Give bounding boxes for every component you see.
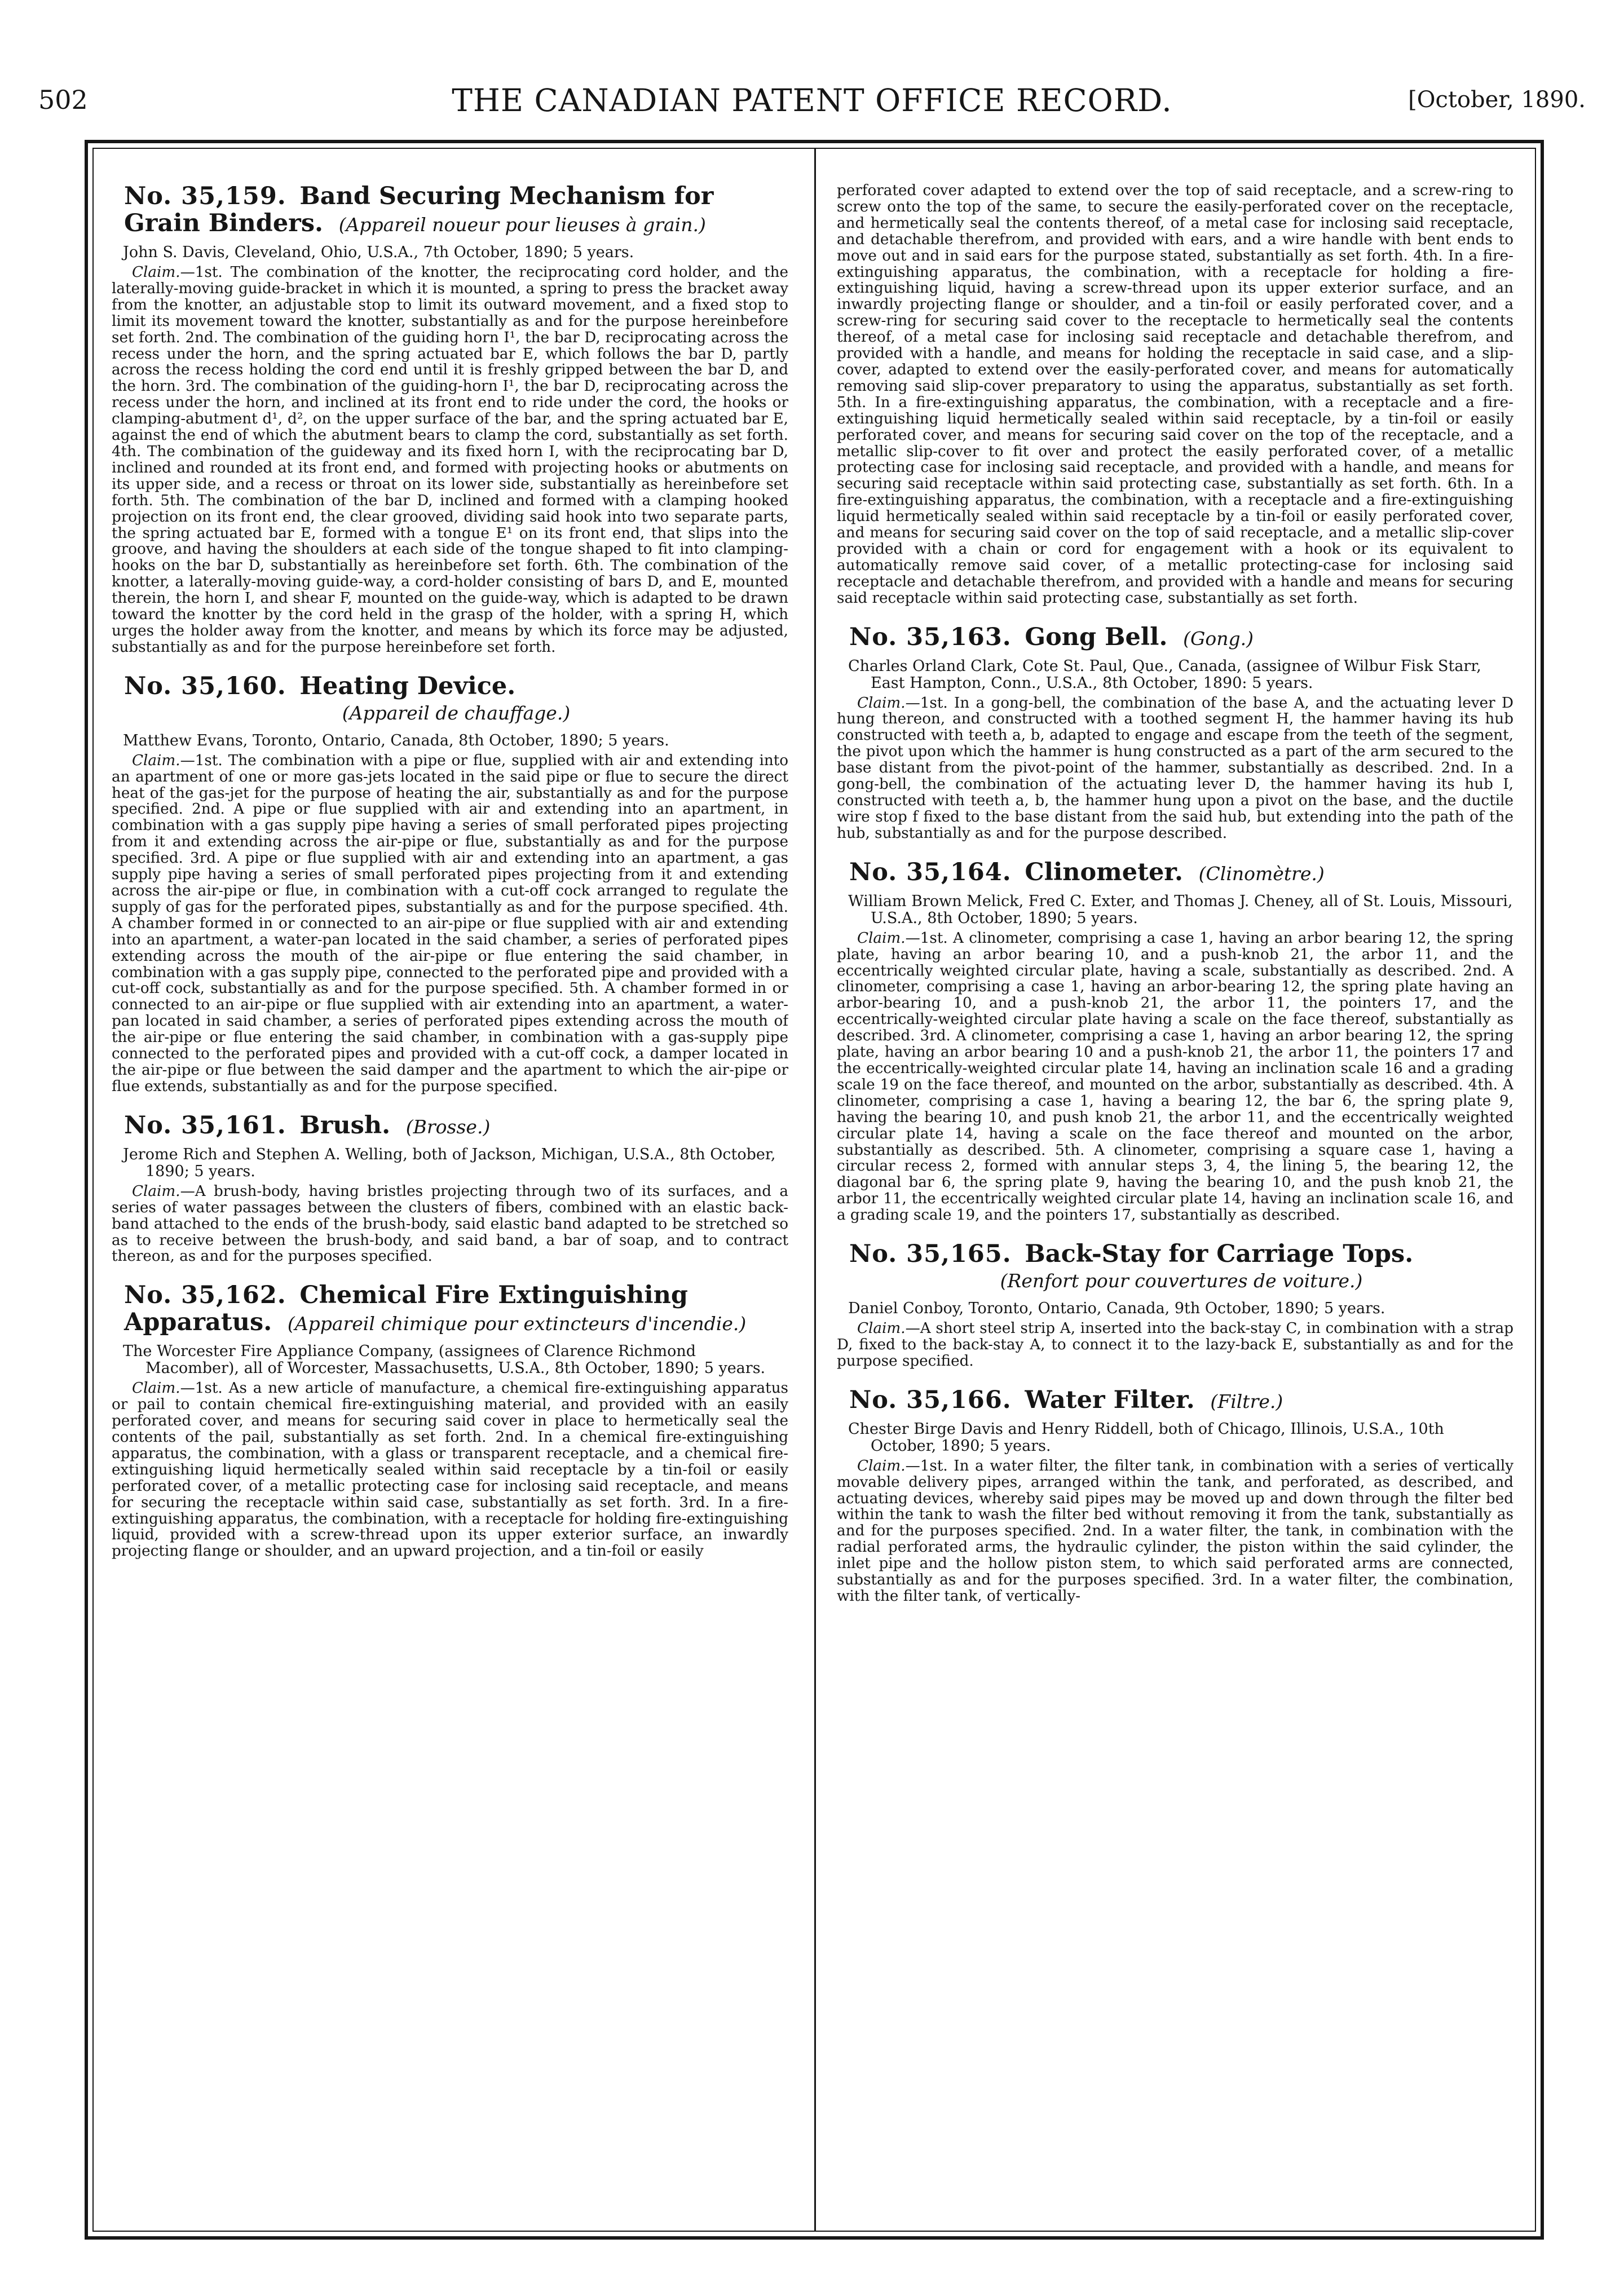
claim-label: Claim. <box>857 694 906 712</box>
claim-label: Claim. <box>132 752 180 769</box>
patent-number: No. 35,164. <box>849 858 1012 886</box>
entry-heading <box>837 624 1513 652</box>
entry-heading <box>837 1240 1513 1295</box>
patent-number: No. 35,160. <box>124 672 286 700</box>
patentee: John S. Davis, Cleveland, Ohio, U.S.A., 7th October, 1890; 5 years. <box>123 244 634 261</box>
patent-number: No. 35,162. <box>124 1281 286 1310</box>
patentee: Chester Birge Davis and Henry Riddell, both of Chicago, Illinois, U.S.A., 10th October, 1890; 5 years. <box>848 1420 1444 1455</box>
patent-number: No. 35,159. <box>124 183 286 210</box>
entry-heading <box>112 673 788 727</box>
patent-title: Chemical Fire Extinguishing Apparatus. <box>124 1281 688 1337</box>
running-head <box>38 82 1586 124</box>
claim-label: Claim. <box>857 1457 906 1474</box>
french-title: (Clinomètre.) <box>1198 862 1325 885</box>
patentee: Jerome Rich and Stephen A. Welling, both of Jackson, Michigan, U.S.A., 8th October, 1890; 5 years. <box>123 1145 776 1180</box>
claim-label: Claim. <box>857 1320 906 1337</box>
claim-label: Claim. <box>132 264 180 281</box>
french-title: (Gong.) <box>1183 627 1254 650</box>
french-title: (Appareil chimique pour extincteurs d'incendie.) <box>287 1313 747 1335</box>
patentee: The Worcester Fire Appliance Company, (assignees of Clarence Richmond Macomber), all of Worcester, Massachusetts, U.S.A., 8th October, 1890; 5 years. <box>123 1343 766 1377</box>
patentee: Daniel Conboy, Toronto, Ontario, Canada, 9th October, 1890; 5 years. <box>848 1300 1385 1318</box>
left-column <box>112 183 788 2218</box>
entry-heading <box>112 183 788 239</box>
claim-continuation: perforated cover adapted to extend over the top of said receptacle, and a screw-ring to screw onto the top of the same, to secure the easily-perforated cover on the receptacle, and hermetically seal the contents thereof, of a metal case for inclosing said receptacle, and detachable therefrom, and provided with ears, and a wire handle with bent ends to move out and in said ears for the purpose stated, substantially as set forth. 4th. In a fire-extinguishing apparatus, the combination, with a receptacle for holding a fire-extinguishing liquid, having a screw-thread upon its upper exterior surface, and an inwardly projecting flange or shoulder, and a tin-foil or easily perforated cover, and a screw-ring for securing said cover to the receptacle to hermetically seal the contents thereof, of a metal case for inclosing said receptacle and detachable therefrom, and provided with a handle, and means for holding the receptacle in said case, and a slip-cover, adapted to extend over the easily-perforated cover, and means for automatically removing said slip-cover preparatory to using the apparatus, substantially as set forth. 5th. In a fire-extinguishing apparatus, the combination, with a receptacle and a fire-extinguishing liquid hermetically sealed within said receptacle, by a tin-foil or easily perforated cover, and means for securing said cover on the top of the receptacle, and a metallic slip-cover to fit over and protect the easily perforated cover, of a metallic protecting case for inclosing said receptacle, and provided with a handle, and means for securing said receptacle within said protecting case, substantially as set forth. 6th. In a fire-extinguishing apparatus, the combination, with a receptacle and a fire-extinguishing liquid hermetically sealed within said receptacle by a tin-foil or easily perforated cover, and means for securing said cover on the top of said receptacle, and a metallic slip-cover provided with a chain or cord for engagement with a hook or its equivalent to automatically remove said cover, of a metallic protecting-case for inclosing said receptacle and detachable therefrom, and provided with a handle and means for securing said receptacle within said protecting case, substantially as set forth. <box>837 183 1513 607</box>
claim-text <box>112 1380 788 1560</box>
claim-text <box>112 1184 788 1265</box>
inner-frame <box>92 148 1536 2232</box>
patent-entry-35164 <box>837 859 1513 1224</box>
patent-title: Band Securing Mechanism for Grain Binders. <box>124 183 714 237</box>
patent-entry-35166 <box>837 1387 1513 1605</box>
claim-body: —1st. The combination with a pipe or flue, supplied with air and extending into an apartment of one or more gas-jets located in the said pipe or flue to secure the direct heat of the gas-jet for the purpose of heating the air, substantially as and for the purpose specified. 2nd. A pipe or flue supplied with air and extending into an apartment, in combination with a gas supply pipe having a series of small perforated pipes projecting from it and extending across the air-pipe or flue, substantially as and for the purpose specified. 3rd. A pipe or flue supplied with air and extending into an apartment, a gas supply pipe having a series of small perforated pipes projecting from it and extending across the air-pipe or flue, in combination with a cut-off cock arranged to regulate the supply of gas for the perforated pipes, substantially as and for the purpose specified. 4th. A chamber formed in or connected to an air-pipe or flue supplied with air and extending into an apartment, a water-pan located in the said chamber, a series of perforated pipes extending across the mouth of the air-pipe or flue entering the said chamber, in combination with a gas supply pipe, connected to the perforated pipe and provided with a cut-off cock, substantially as and for the purpose specified. 5th. A chamber formed in or connected to an air-pipe or flue supplied with air extending into an apartment, a water-pan located in said chamber, a series of perforated pipes extending across the mouth of the air-pipe or flue entering the said chamber, in combination with a gas-supply pipe connected to the perforated pipes and provided with a cut-off cock, a damper located in the air-pipe or flue between the said damper and the apartment to which the air-pipe or flue extends, substantially as and for the purpose specified. <box>112 752 788 1095</box>
claim-body: —1st. As a new article of manufacture, a chemical fire-extinguishing apparatus or pail to contain chemical fire-extinguishing material, and provided with an easily perforated cover, and means for securing said cover in place to hermetically seal the contents of the pail, substantially as set forth. 2nd. In a chemical fire-extinguishing apparatus, the combination, with a glass or transparent receptacle, and a chemical fire-extinguishing liquid hermetically sealed within said receptacle by a tin-foil or easily perforated cover, of a metallic protecting case for inclosing said receptacle, and means for securing the receptacle within said case, substantially as set forth. 3rd. In a fire-extinguishing apparatus, the combination, with a receptacle for holding fire-extinguishing liquid, provided with a screw-thread upon its upper exterior surface, an inwardly projecting flange or shoulder, and an upward projection, and a tin-foil or easily <box>112 1380 788 1560</box>
patent-entry-35159 <box>112 183 788 656</box>
patent-entry-35161 <box>112 1112 788 1265</box>
claim-text <box>837 930 1513 1224</box>
claim-text <box>837 695 1513 842</box>
patent-title: Clinometer. <box>1025 858 1183 886</box>
patent-number: No. 35,166. <box>849 1385 1012 1414</box>
patent-number: No. 35,163. <box>849 622 1012 651</box>
journal-title: THE CANADIAN PATENT OFFICE RECORD. <box>452 82 1172 118</box>
entry-heading <box>837 859 1513 888</box>
continued-claim <box>837 183 1513 607</box>
claim-label: Claim. <box>132 1380 180 1397</box>
claim-label: Claim. <box>857 929 906 947</box>
claim-body: —1st. A clinometer, comprising a case 1, having an arbor bearing 12, the spring plate, having an arbor bearing 10, and a push-knob 21, the arbor 11, and the eccentrically weighted circular plate, having a scale, substantially as described. 2nd. A clinometer, comprising a case 1, having an arbor-bearing 12, the spring plate having an arbor-bearing 10, and a push-knob 21, the arbor 11, the pointers 17, and the eccentrically-weighted circular plate having a scale on the face thereof, substantially as described. 3rd. A clinometer, comprising a case 1, having an arbor bearing 12, the spring plate, having an arbor bearing 10 and a push-knob 21, the arbor 11, the pointers 17 and the eccentrically-weighted circular plate 14, having an inclination scale 16 and a grading scale 19 on the face thereof, and mounted on the arbor, substantially as described. 4th. A clinometer, comprising a case 1, having a bearing 12, the bar 6, the spring plate 9, having the bearing 10, and push knob 21, the arbor 11, and the eccentrically weighted circular plate 14, having a scale on the face thereof and mounted on the arbor, substantially as described. 5th. A clinometer, comprising a square case 1, having a circular recess 2, formed with annular steps 3, 4, the lining 5, the bearing 12, the diagonal bar 6, the spring plate 9, having the bearing 10, and the push knob 21, the arbor 11, the eccentrically weighted circular plate 14, having an inclination scale 16, and a grading scale 19, and the pointers 17, substantially as described. <box>837 929 1513 1224</box>
claim-body: —A short steel strip A, inserted into the back-stay C, in combination with a strap D, fixed to the back-stay A, to connect it to the lazy-back E, substantially as and for the purpose specified. <box>837 1320 1513 1370</box>
entry-heading <box>112 1282 788 1337</box>
french-title: (Filtre.) <box>1210 1390 1283 1412</box>
claim-text <box>112 264 788 656</box>
patent-title: Brush. <box>299 1111 391 1140</box>
entry-heading <box>112 1112 788 1141</box>
patent-title: Back-Stay for Carriage Tops. <box>1025 1240 1414 1269</box>
patent-entry-35162 <box>112 1282 788 1560</box>
french-title: (Renfort pour couvertures de voiture.) <box>1000 1270 1363 1292</box>
column-rule <box>814 149 816 2231</box>
page-number: 502 <box>38 85 88 115</box>
claim-body: —1st. In a water filter, the filter tank, in combination with a series of vertically movable delivery pipes, arranged within the tank, and perforated, as described, and actuating devices, whereby said pipes may be moved up and down through the filter bed within the tank to wash the filter bed without removing it from the tank, substantially as and for the purposes specified. 2nd. In a water filter, the tank, in combination with the radial perforated arms, the hydraulic cylinder, the piston within the said cylinder, the inlet pipe and the hollow piston stem, to which said perforated arms are connected, substantially as and for the purposes specified. 3rd. In a water filter, the combination, with the filter tank, of vertically- <box>837 1457 1513 1605</box>
patent-entry-35165 <box>837 1240 1513 1370</box>
claim-body: —1st. The combination of the knotter, the reciprocating cord holder, and the laterally-moving guide-bracket in which it is mounted, a spring to press the bracket away from the knotter, an adjustable stop to limit its outward movement, and a fixed stop to limit its movement toward the knotter, substantially as and for the purpose hereinbefore set forth. 2nd. The combination of the guiding horn I¹, the bar D, reciprocating across the recess under the horn, and the spring actuated bar E, which follows the bar D, partly across the recess holding the cord end until it is freshly gripped between the bar D, and the horn. 3rd. The combination of the guiding-horn I¹, the bar D, reciprocating across the recess under the horn, and inclined at its front end to ride under the cord, the hooks or clamping-abutment d¹, d², on the upper surface of the bar, and the spring actuated bar E, against the end of which the abutment bears to clamp the cord, substantially as set forth. 4th. The combination of the guideway and its fixed horn I, with the reciprocating bar D, inclined and rounded at its front end, and formed with projecting hooks or abutments on its upper side, and a recess or throat on its lower side, substantially as hereinbefore set forth. 5th. The combination of the bar D, inclined and formed with a clamping hooked projection on its front end, the clear grooved, dividing said hook into two separate parts, the spring actuated bar E, formed with a tongue E¹ on its front end, that slips into the groove, and having the shoulders at each side of the tongue shaped to fit into clamping-hooks on the bar D, substantially as hereinbefore set forth. 6th. The combination of the knotter, a laterally-moving guide-way, a cord-holder consisting of bars D, and E, mounted therein, the horn I, and shear F, mounted on the guide-way, which is adapted to be drawn toward the knotter by the cord held in the grasp of the holder, with a spring H, which urges the holder away from the knotter, and means by which its force may be adjusted, substantially as and for the purpose hereinbefore set forth. <box>112 264 788 656</box>
french-title: (Appareil de chauffage.) <box>342 701 571 724</box>
patent-title: Heating Device. <box>299 672 516 700</box>
right-column <box>837 183 1513 2218</box>
patent-title: Water Filter. <box>1025 1385 1195 1414</box>
claim-text <box>837 1458 1513 1605</box>
entry-heading <box>837 1387 1513 1415</box>
claim-body: —A brush-body, having bristles projecting through two of its surfaces, and a series of water passages between the clusters of fibers, combined with an elastic back-band attached to the ends of the brush-body, said elastic band adapted to be stretched so as to receive between the brush-body, and said band, a bar of soap, and to contract thereon, as and for the purposes specified. <box>112 1182 788 1265</box>
claim-label: Claim. <box>132 1182 180 1200</box>
patentee: Charles Orland Clark, Cote St. Paul, Que., Canada, (assignee of Wilbur Fisk Starr, East Hampton, Conn., U.S.A., 8th October, 1890: 5 years. <box>848 657 1481 692</box>
french-title: (Brosse.) <box>405 1115 491 1138</box>
patentee: Matthew Evans, Toronto, Ontario, Canada, 8th October, 1890; 5 years. <box>123 731 669 749</box>
patent-number: No. 35,161. <box>124 1111 286 1140</box>
page-frame <box>85 140 1544 2240</box>
french-title: (Appareil noueur pour lieuses à grain.) <box>338 214 706 236</box>
patent-number: No. 35,165. <box>849 1240 1012 1269</box>
claim-text <box>112 753 788 1095</box>
patent-entry-35163 <box>837 624 1513 842</box>
patentee: William Brown Melick, Fred C. Exter, and Thomas J. Cheney, all of St. Louis, Missouri, U.S.A., 8th October, 1890; 5 years. <box>848 892 1513 927</box>
patent-title: Gong Bell. <box>1025 622 1168 651</box>
claim-text <box>837 1321 1513 1370</box>
issue-date: [October, 1890. <box>1408 87 1586 113</box>
patent-entry-35160 <box>112 673 788 1095</box>
claim-body: —1st. In a gong-bell, the combination of the base A, and the actuating lever D hung thereon, and constructed with a toothed segment H, the hammer having its hub constructed with teeth a, b, adapted to engage and escape from the teeth of the segment, the pivot upon which the hammer is hung constructed as a part of the arm secured to the base distant from the pivot-point of the hammer, substantially as described. 2nd. In a gong-bell, the combination of the actuating lever D, the hammer having its hub I, constructed with teeth a, b, the hammer hung upon a pivot on the base, and the ductile wire stop f fixed to the base distant from the said hub, but extending into the path of the hub, substantially as and for the purpose described. <box>837 694 1513 842</box>
